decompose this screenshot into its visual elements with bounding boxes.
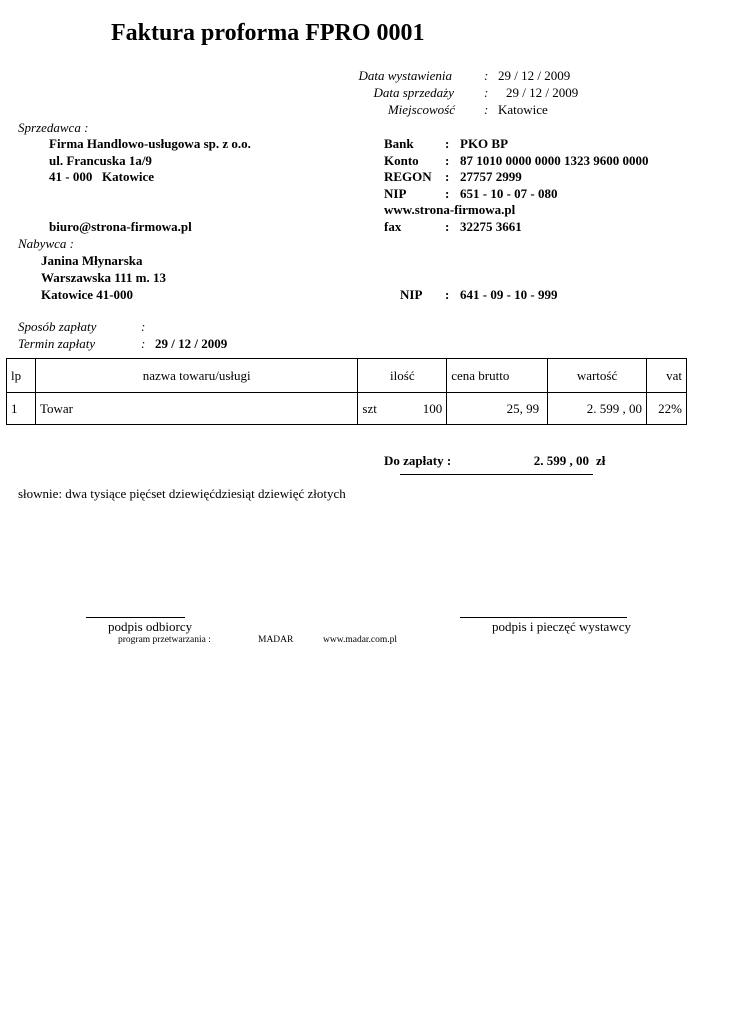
cell-value: 2. 599 , 00 bbox=[548, 393, 647, 425]
seller-name: Firma Handlowo-usługowa sp. z o.o. bbox=[49, 136, 251, 151]
cell-lp: 1 bbox=[7, 393, 36, 425]
account-colon: : bbox=[445, 153, 450, 168]
buyer-street: Warszawska 111 m. 13 bbox=[41, 270, 166, 285]
buyer-name: Janina Młynarska bbox=[41, 253, 143, 268]
table-row bbox=[7, 393, 687, 425]
account-value: 87 1010 0000 0000 1323 9600 0000 bbox=[460, 153, 649, 168]
cell-qty bbox=[358, 393, 447, 425]
footer-program-url: www.madar.com.pl bbox=[323, 635, 398, 645]
total-underline bbox=[400, 474, 593, 475]
issue-date-value: 29 / 12 / 2009 bbox=[498, 68, 571, 83]
total-currency: zł bbox=[596, 453, 606, 468]
issue-date-colon: : bbox=[484, 68, 489, 83]
bank-value: PKO BP bbox=[460, 136, 509, 151]
cell-unit: szt bbox=[362, 400, 377, 416]
seller-nip-label: NIP bbox=[384, 186, 407, 201]
items-table bbox=[6, 358, 687, 425]
seller-email: biuro@strona-firmowa.pl bbox=[49, 219, 192, 234]
header-lp: lp bbox=[7, 359, 36, 393]
seller-postal: 41 - 000 bbox=[49, 169, 93, 184]
header-price: cena brutto bbox=[447, 359, 548, 393]
buyer-signature-line bbox=[86, 617, 185, 618]
fax-label: fax bbox=[384, 219, 402, 234]
bank-colon: : bbox=[445, 136, 450, 151]
cell-price: 25, 99 bbox=[447, 393, 548, 425]
fax-colon: : bbox=[445, 219, 450, 234]
cell-quantity: 100 bbox=[422, 400, 443, 416]
sale-date-value: 29 / 12 / 2009 bbox=[506, 85, 579, 100]
footer-program-label: program przetwarzania : bbox=[118, 635, 211, 645]
buyer-city: Katowice 41-000 bbox=[41, 287, 134, 302]
seller-heading: Sprzedawca : bbox=[18, 120, 89, 135]
seller-signature-label: podpis i pieczęć wystawcy bbox=[492, 619, 631, 634]
page-title: Faktura proforma FPRO 0001 bbox=[111, 20, 425, 46]
seller-website: www.strona-firmowa.pl bbox=[384, 202, 516, 217]
bank-label: Bank bbox=[384, 136, 414, 151]
seller-signature-line bbox=[460, 617, 627, 618]
header-qty: ilość bbox=[358, 359, 447, 393]
header-vat: vat bbox=[646, 359, 686, 393]
sale-date-colon: : bbox=[484, 85, 489, 100]
place-value: Katowice bbox=[498, 102, 548, 117]
regon-label: REGON bbox=[384, 169, 432, 184]
seller-nip-colon: : bbox=[445, 186, 450, 201]
seller-street: ul. Francuska 1a/9 bbox=[49, 153, 152, 168]
seller-city: Katowice bbox=[102, 169, 154, 184]
place-label: Miejscowość bbox=[387, 102, 455, 117]
header-value: wartość bbox=[548, 359, 647, 393]
account-label: Konto bbox=[384, 153, 419, 168]
buyer-signature-label: podpis odbiorcy bbox=[108, 619, 193, 634]
sale-date-label: Data sprzedaży bbox=[373, 85, 454, 100]
place-colon: : bbox=[484, 102, 489, 117]
buyer-nip-label: NIP bbox=[400, 287, 423, 302]
cell-name: Towar bbox=[35, 393, 357, 425]
total-amount: 2. 599 , 00 bbox=[533, 453, 589, 468]
payment-due-colon: : bbox=[141, 336, 146, 351]
payment-method-label: Sposób zapłaty bbox=[18, 319, 97, 334]
amount-in-words: słownie: dwa tysiące pięćset dziewięćdziesiąt dziewięć złotych bbox=[18, 486, 346, 501]
payment-due-label: Termin zapłaty bbox=[18, 336, 96, 351]
regon-colon: : bbox=[445, 169, 450, 184]
seller-nip-value: 651 - 10 - 07 - 080 bbox=[460, 186, 558, 201]
issue-date-label: Data wystawienia bbox=[358, 68, 452, 83]
payment-due-value: 29 / 12 / 2009 bbox=[155, 336, 228, 351]
total-label: Do zapłaty : bbox=[384, 453, 452, 468]
regon-value: 27757 2999 bbox=[460, 169, 522, 184]
cell-vat: 22% bbox=[646, 393, 686, 425]
footer-program-name: MADAR bbox=[258, 635, 294, 645]
table-header-row bbox=[7, 359, 687, 393]
fax-value: 32275 3661 bbox=[460, 219, 522, 234]
buyer-heading: Nabywca : bbox=[18, 236, 74, 251]
header-name: nazwa towaru/usługi bbox=[35, 359, 357, 393]
buyer-nip-value: 641 - 09 - 10 - 999 bbox=[460, 287, 558, 302]
payment-method-colon: : bbox=[141, 319, 146, 334]
buyer-nip-colon: : bbox=[445, 287, 450, 302]
